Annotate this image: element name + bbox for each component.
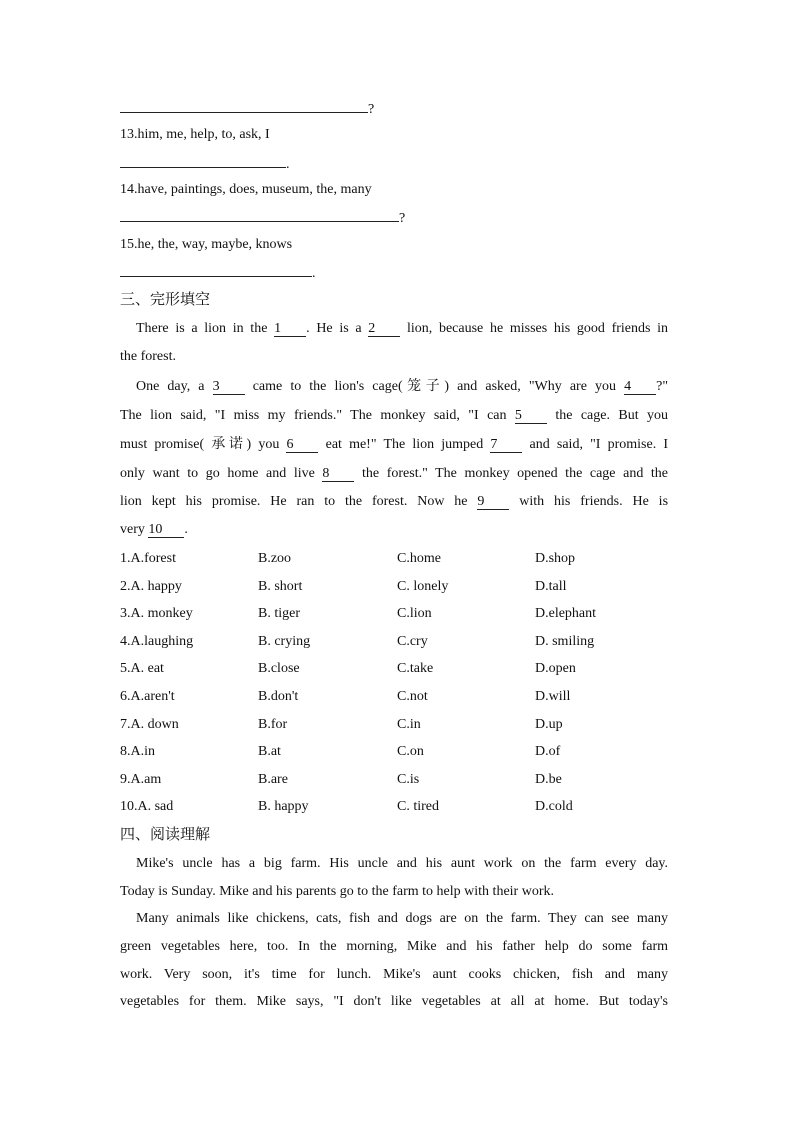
option-5c[interactable]: C.take <box>397 661 434 676</box>
cloze-blank-5[interactable]: 5 <box>515 408 547 424</box>
option-2d[interactable]: D.tall <box>535 579 567 594</box>
reading-line-4: green vegetables here, too. In the morning, Mike and his father help do some farm <box>120 939 668 954</box>
option-3b[interactable]: B. tiger <box>258 606 300 621</box>
option-6a[interactable]: 6.A.aren't <box>120 689 175 704</box>
option-4a[interactable]: 4.A.laughing <box>120 634 194 649</box>
text: lion kept his promise. He ran to the forest. Now he <box>120 494 468 509</box>
cloze-blank-7[interactable]: 7 <box>490 437 522 453</box>
option-4c[interactable]: C.cry <box>397 634 428 649</box>
reading-line-3 <box>120 905 668 934</box>
question-13: 13.him, me, help, to, ask, I <box>120 127 270 142</box>
option-3c[interactable]: C.lion <box>397 606 432 621</box>
option-1d[interactable]: D.shop <box>535 551 576 566</box>
answer-blank[interactable] <box>120 262 312 277</box>
text: lion, because he misses his good friends in <box>406 321 669 336</box>
text: and said, "I promise. I <box>529 437 669 452</box>
option-5d[interactable]: D.open <box>535 661 576 676</box>
end-mark: . <box>312 266 316 281</box>
reading-line-2: Today is Sunday. Mike and his parents go to the farm to help with their work. <box>120 884 554 899</box>
answer-blank[interactable] <box>120 98 368 113</box>
text: . He is a <box>306 321 362 336</box>
cloze-blank-6[interactable]: 6 <box>286 437 318 453</box>
option-1c[interactable]: C.home <box>397 551 441 566</box>
option-9b[interactable]: B.are <box>258 772 288 787</box>
cloze-blank-1[interactable]: 1 <box>274 321 306 337</box>
answer-line-13[interactable] <box>120 153 290 174</box>
option-10a[interactable]: 10.A. sad <box>120 799 174 814</box>
text: There is a lion in the <box>136 321 268 336</box>
text: must promise( 承诺) you <box>120 437 280 452</box>
option-2a[interactable]: 2.A. happy <box>120 579 182 594</box>
answer-blank[interactable] <box>120 153 286 168</box>
cloze-paragraph-2-line-1 <box>120 373 668 402</box>
option-7a[interactable]: 7.A. down <box>120 717 179 732</box>
option-3d[interactable]: D.elephant <box>535 606 597 621</box>
option-8b[interactable]: B.at <box>258 744 281 759</box>
cloze-paragraph-2-line-3 <box>120 431 668 460</box>
question-14: 14.have, paintings, does, museum, the, many <box>120 182 372 197</box>
cloze-blank-8[interactable]: 8 <box>322 466 354 482</box>
cloze-paragraph-2-line-4 <box>120 460 668 489</box>
option-6b[interactable]: B.don't <box>258 689 299 704</box>
option-8c[interactable]: C.on <box>397 744 424 759</box>
cloze-blank-10[interactable]: 10 <box>148 522 184 538</box>
reading-line-6: vegetables for them. Mike says, "I don't like vegetables at all at home. But today's <box>120 994 668 1009</box>
cloze-paragraph-2-line-6 <box>120 516 668 545</box>
text: with his friends. He is <box>519 494 669 509</box>
question-15: 15.he, the, way, maybe, knows <box>120 237 293 252</box>
text: the forest." The monkey opened the cage and the <box>362 466 669 481</box>
option-9c[interactable]: C.is <box>397 772 420 787</box>
text: Mike's uncle has a big farm. His uncle and his aunt work on the farm every day. <box>136 856 668 871</box>
option-1b[interactable]: B.zoo <box>258 551 292 566</box>
answer-blank[interactable] <box>120 207 399 222</box>
text: only want to go home and live <box>120 466 315 481</box>
cloze-blank-4[interactable]: 4 <box>624 379 656 395</box>
cloze-paragraph-2-line-5 <box>120 488 668 517</box>
option-9d[interactable]: D.be <box>535 772 562 787</box>
option-6d[interactable]: D.will <box>535 689 571 704</box>
cloze-paragraph-2-line-2 <box>120 402 668 431</box>
section-heading-cloze: 三、完形填空 <box>120 290 211 308</box>
option-1a[interactable]: 1.A.forest <box>120 551 176 566</box>
option-3a[interactable]: 3.A. monkey <box>120 606 193 621</box>
text: ?" <box>656 379 669 394</box>
text: eat me!" The lion jumped <box>325 437 484 452</box>
text: came to the lion's cage(笼子) and asked, "Why are you <box>252 379 617 394</box>
option-4d[interactable]: D. smiling <box>535 634 595 649</box>
option-8a[interactable]: 8.A.in <box>120 744 155 759</box>
answer-line-14[interactable] <box>120 207 405 228</box>
option-6c[interactable]: C.not <box>397 689 428 704</box>
end-mark: ? <box>368 102 375 117</box>
end-mark: . <box>286 157 290 172</box>
text: the cage. But you <box>555 408 669 423</box>
option-10b[interactable]: B. happy <box>258 799 309 814</box>
reading-line-5: work. Very soon, it's time for lunch. Mike's aunt cooks chicken, fish and many <box>120 967 668 982</box>
text: The lion said, "I miss my friends." The monkey said, "I can <box>120 408 507 423</box>
option-7c[interactable]: C.in <box>397 717 421 732</box>
cloze-paragraph-1 <box>120 315 668 344</box>
reading-line-1 <box>120 850 668 879</box>
option-7d[interactable]: D.up <box>535 717 563 732</box>
option-4b[interactable]: B. crying <box>258 634 311 649</box>
option-5b[interactable]: B.close <box>258 661 300 676</box>
text: Many animals like chickens, cats, fish and dogs are on the farm. They can see many <box>136 911 668 926</box>
section-heading-reading: 四、阅读理解 <box>120 825 211 843</box>
cloze-blank-2[interactable]: 2 <box>368 321 400 337</box>
option-7b[interactable]: B.for <box>258 717 288 732</box>
option-10c[interactable]: C. tired <box>397 799 439 814</box>
answer-line-15[interactable] <box>120 262 316 283</box>
cloze-paragraph-1-end: the forest. <box>120 349 176 364</box>
option-8d[interactable]: D.of <box>535 744 561 759</box>
text: One day, a <box>136 379 205 394</box>
option-5a[interactable]: 5.A. eat <box>120 661 164 676</box>
cloze-blank-9[interactable]: 9 <box>477 494 509 510</box>
option-2c[interactable]: C. lonely <box>397 579 449 594</box>
option-9a[interactable]: 9.A.am <box>120 772 162 787</box>
cloze-blank-3[interactable]: 3 <box>213 379 245 395</box>
text: . <box>184 522 188 537</box>
answer-line-12[interactable] <box>120 98 374 119</box>
end-mark: ? <box>399 211 406 226</box>
option-10d[interactable]: D.cold <box>535 799 573 814</box>
option-2b[interactable]: B. short <box>258 579 303 594</box>
text: very <box>120 522 145 537</box>
